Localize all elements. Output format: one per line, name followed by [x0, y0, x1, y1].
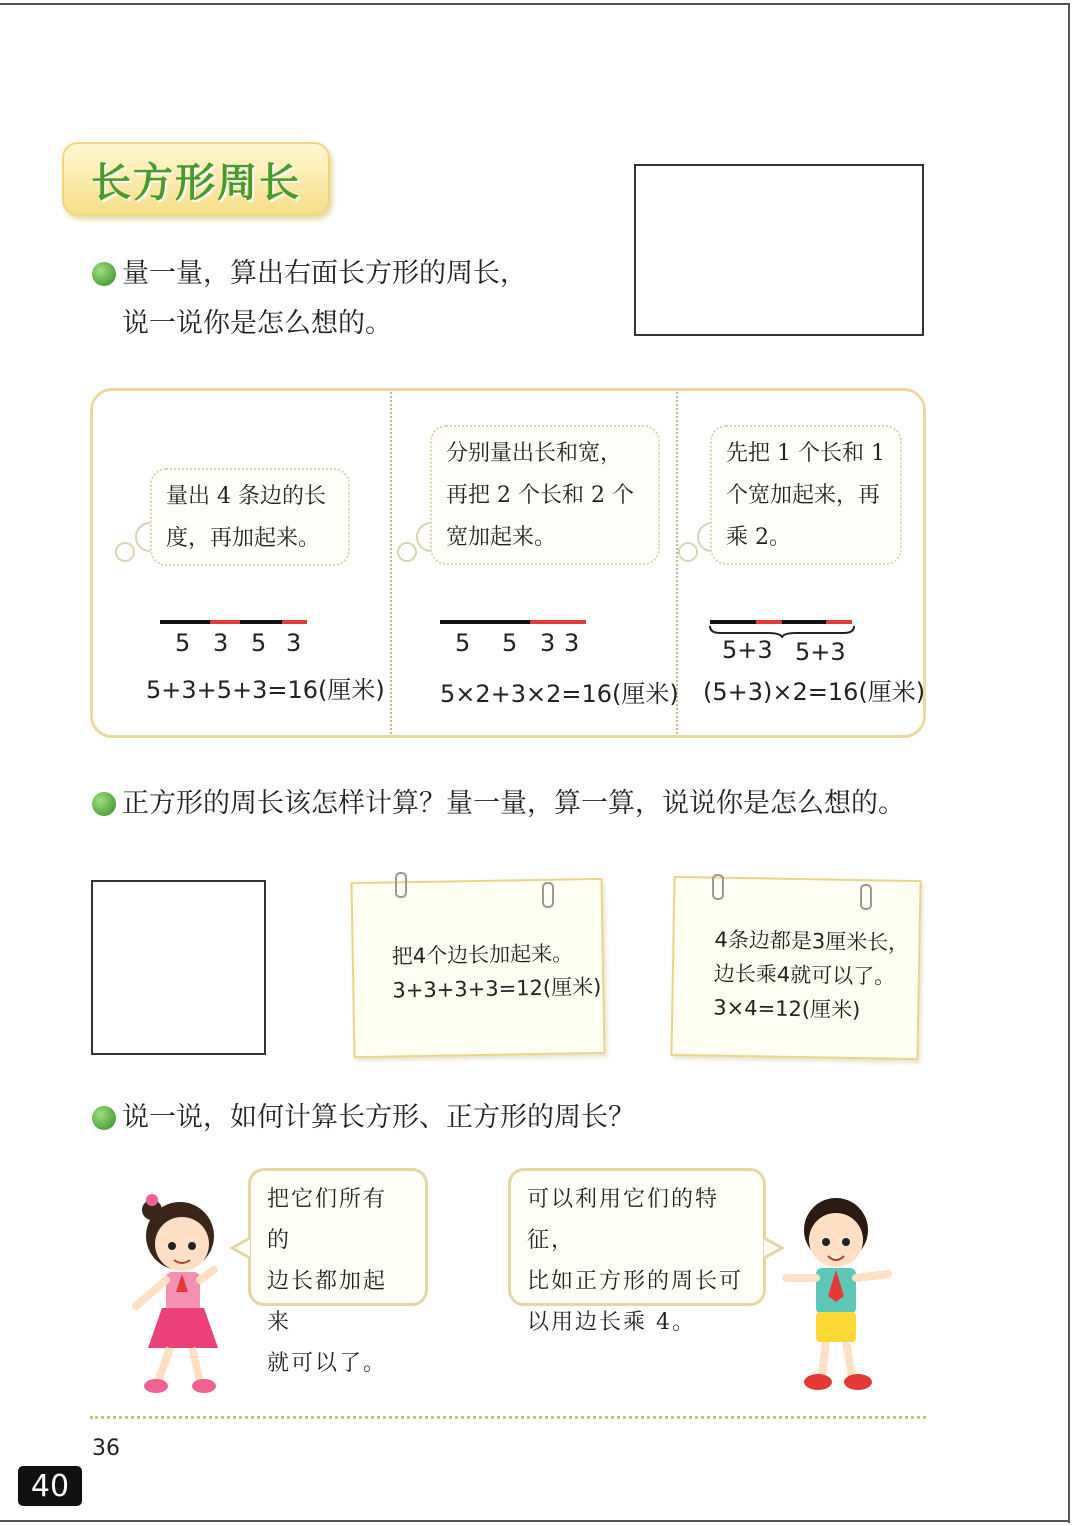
question1-line2: 说一说你是怎么想的。	[122, 308, 392, 339]
page-badge: 40	[18, 1466, 82, 1506]
segment-label: 3	[213, 629, 229, 657]
note-line: 3×4=12(厘米)	[713, 995, 861, 1023]
speech-bubble-boy	[508, 1168, 766, 1335]
speech-line: 把它们所有的	[267, 1187, 388, 1253]
thought-line: 先把 1 个长和 1	[726, 441, 885, 466]
square-figure	[91, 880, 266, 1055]
length-segment	[440, 620, 530, 624]
thought-line: 乘 2。	[726, 525, 791, 550]
note-line: 3+3+3+3=12(厘米)	[392, 974, 602, 1003]
speech-line: 比如正方形的周长可	[527, 1269, 744, 1294]
segment-label: 5+3	[722, 636, 773, 664]
formula-3: (5+3)×2=16(厘米)	[703, 678, 926, 706]
speech-line: 以用边长乘 4。	[527, 1310, 696, 1335]
length-segment	[160, 620, 210, 624]
bullet-icon	[92, 792, 116, 816]
boy-illustration-icon	[776, 1186, 896, 1398]
girl-illustration-icon	[122, 1188, 232, 1398]
note-line: 4条边都是3厘米长，	[714, 927, 910, 955]
paperclip-icon	[860, 884, 872, 910]
speech-line: 就可以了。	[267, 1351, 388, 1376]
question2: 正方形的周长该怎样计算？量一量，算一算，说说你是怎么想的。	[122, 788, 905, 819]
rectangle-figure	[634, 164, 924, 336]
thought-bubble-3	[710, 425, 902, 565]
bullet-icon	[92, 1106, 116, 1130]
note-line: 把4个边长加起来。	[391, 941, 574, 969]
question3: 说一说，如何计算长方形、正方形的周长？	[122, 1102, 635, 1133]
length-segment	[240, 620, 282, 624]
thought-line: 分别量出长和宽，	[446, 441, 623, 466]
thought-line: 度，再加起来。	[166, 526, 321, 551]
thought-dot	[397, 542, 417, 562]
note-line: 边长乘4就可以了。	[713, 961, 896, 989]
formula-2: 5×2+3×2=16(厘米)	[440, 680, 679, 708]
formula-1: 5+3+5+3=16(厘米)	[146, 676, 385, 704]
width-segment	[530, 620, 586, 624]
segment-label: 5	[502, 629, 518, 657]
thought-line: 量出 4 条边的长	[166, 484, 326, 509]
bullet-icon	[92, 262, 116, 286]
width-segment	[210, 620, 240, 624]
page-border-right	[1068, 3, 1070, 1523]
footer-rule	[90, 1416, 926, 1419]
page-border-bottom	[0, 1520, 1070, 1522]
note-card-2	[670, 876, 921, 1060]
paperclip-icon	[712, 874, 724, 900]
segment-label: 5+3	[795, 638, 846, 666]
thought-line: 个宽加起来，再	[726, 483, 881, 508]
segment-label: 3	[540, 629, 556, 657]
segment-label: 3	[564, 629, 580, 657]
width-segment	[282, 620, 307, 624]
panel-divider	[390, 392, 392, 734]
segment-label: 5	[455, 629, 471, 657]
thought-dot	[678, 542, 698, 562]
thought-bubble-1	[150, 468, 350, 566]
paperclip-icon	[395, 872, 407, 898]
segment-label: 5	[251, 629, 267, 657]
segment-label: 3	[286, 629, 302, 657]
thought-line: 再把 2 个长和 2 个	[446, 483, 634, 508]
segment-label: 5	[175, 629, 191, 657]
page-number: 36	[92, 1436, 120, 1461]
section-title: 长方形周长	[62, 142, 330, 216]
paperclip-icon	[542, 882, 554, 908]
thought-dot	[115, 542, 135, 562]
question1-line1: 量一量，算出右面长方形的周长，	[122, 258, 527, 289]
speech-tail-icon	[230, 1236, 252, 1260]
thought-bubble-2	[430, 425, 660, 565]
page-border-top	[0, 3, 1068, 5]
note-card-1	[350, 878, 605, 1058]
speech-bubble-girl	[248, 1168, 428, 1376]
speech-line: 边长都加起来	[267, 1269, 388, 1335]
speech-line: 可以利用它们的特征，	[527, 1187, 720, 1253]
thought-line: 宽加起来。	[446, 525, 557, 550]
